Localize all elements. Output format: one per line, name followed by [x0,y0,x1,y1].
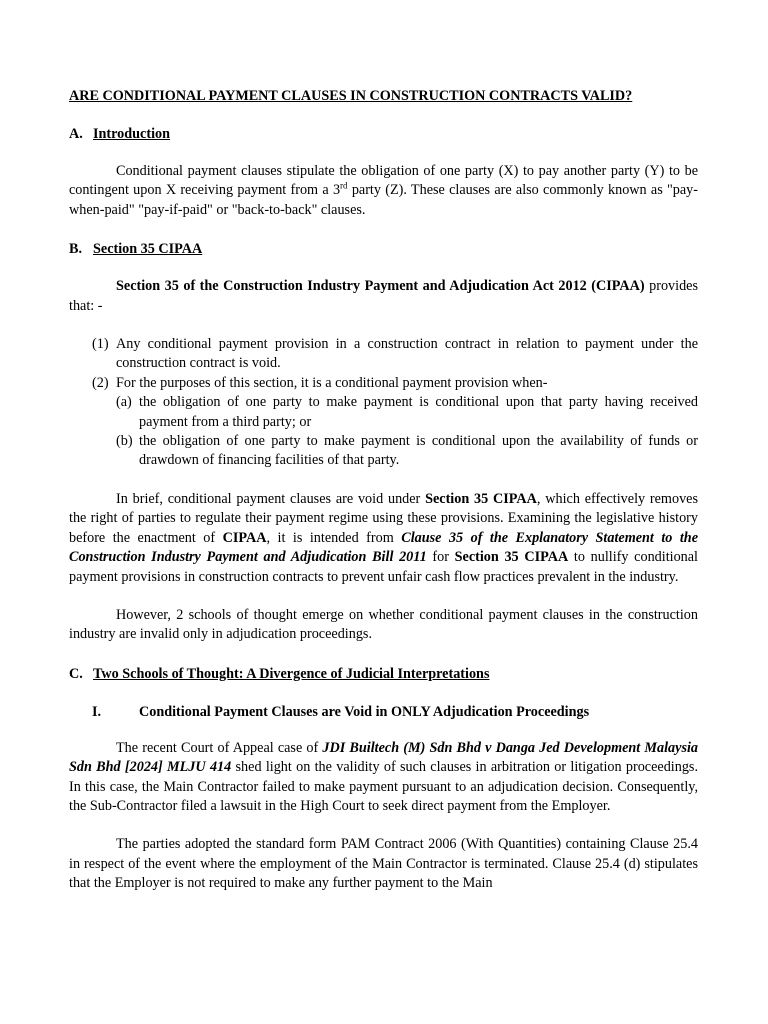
intro-superscript: rd [340,180,348,191]
list-subitem [69,393,698,432]
intro-text-1: Conditional payment clauses stipulate the obligation of one party (X) to pay another party (Y) to be contingent upon X receiving payment from a 3 [69,163,698,199]
section-35-provisions-list [69,335,698,471]
section-c-label: Two Schools of Thought: A Divergence of Judicial Interpretations [93,665,490,682]
case-text-1: The recent Court of Appeal case of [116,739,323,756]
brief-text-5: to nullify conditional payment provisions in construction contracts to prevent unfair cash flow practices prevalent in the industry. [69,549,699,585]
intro-text-2: party (Z). These clauses are also commonly known as "pay-when-paid" "pay-if-paid" or "back-to-back" clauses. [69,182,698,218]
section-b-heading [69,239,698,259]
section-a-label: Introduction [93,126,170,142]
pam-contract-paragraph: The parties adopted the standard form PAM Contract 2006 (With Quantities) containing Clause 25.4 in respect of the event where the employment of the Main Contractor is terminated. Clause 25.4 (d) stipulates that the Employer is not required to make any further payment to the Main [69,836,698,892]
list-subitem-letter: (b) [116,433,133,450]
brief-bold-3: Section 35 CIPAA [454,549,569,566]
list-item-number: (1) [92,336,109,353]
section-a-heading [69,124,698,144]
case-text-2: shed light on the validity of such clauses in arbitration or litigation proceedings. In this case, the Main Contractor failed to make payment pursuant to an adjudication decision. Consequently, the Sub-Contractor filed a lawsuit in the High Court to seek direct payment from the Employer. [69,759,698,814]
document-page [69,86,698,894]
brief-text-3: , it is intended from [266,529,402,546]
brief-text-4: for [426,549,455,566]
subsection-i-heading [69,702,698,722]
section-35-intro-rest: provides that: - [69,278,698,314]
list-item-number: (2) [92,374,109,391]
section-c-letter: C. [69,665,83,682]
list-item [69,335,698,374]
list-subitem-text: the obligation of one party to make payment is conditional upon that party having received payment from a third party; or [139,394,698,430]
jdi-builtech-paragraph [69,739,698,817]
list-item-text: Any conditional payment provision in a construction contract in relation to payment under the construction contract is void. [116,336,698,372]
introduction-paragraph [69,162,698,220]
subsection-i-numeral: I. [92,703,102,720]
section-b-label: Section 35 CIPAA [93,241,203,258]
list-item-text: For the purposes of this section, it is a conditional payment provision when- [116,374,548,391]
brief-text-1: In brief, conditional payment clauses are void under [116,490,426,507]
section-a-letter: A. [69,126,83,142]
section-35-intro-bold: Section 35 of the Construction Industry Payment and Adjudication Act 2012 (CIPAA) [116,278,645,295]
case-citation: JDI Builtech (M) Sdn Bhd v Danga Jed Development Malaysia Sdn Bhd [2024] MLJU 414 [69,739,699,776]
in-brief-paragraph [69,490,698,587]
section-c-heading [69,664,698,684]
brief-text-2: , which effectively removes the right of parties to regulate their payment regime using these provisions. Examining the legislative history before the enactment of [69,490,698,546]
list-item [69,374,698,393]
subsection-i-label: Conditional Payment Clauses are Void in ONLY Adjudication Proceedings [139,703,590,720]
section-35-intro-paragraph [69,277,698,316]
brief-bold-1: Section 35 CIPAA [425,490,537,507]
list-subitem-text: the obligation of one party to make payment is conditional upon the availability of funds or drawdown of financing facilities of that party. [139,433,698,469]
however-paragraph: However, 2 schools of thought emerge on whether conditional payment clauses in the construction industry are invalid only in adjudication proceedings. [69,606,698,643]
document-title: ARE CONDITIONAL PAYMENT CLAUSES IN CONSTRUCTION CONTRACTS VALID? [69,88,633,104]
brief-bold-2: CIPAA [222,529,267,546]
list-subitem-letter: (a) [116,394,132,411]
section-b-letter: B. [69,241,83,258]
list-subitem [69,432,698,471]
brief-bold-italic-1: Clause 35 of the Explanatory Statement to the Construction Industry Payment and Adjudication Bill 2011 [69,529,698,566]
